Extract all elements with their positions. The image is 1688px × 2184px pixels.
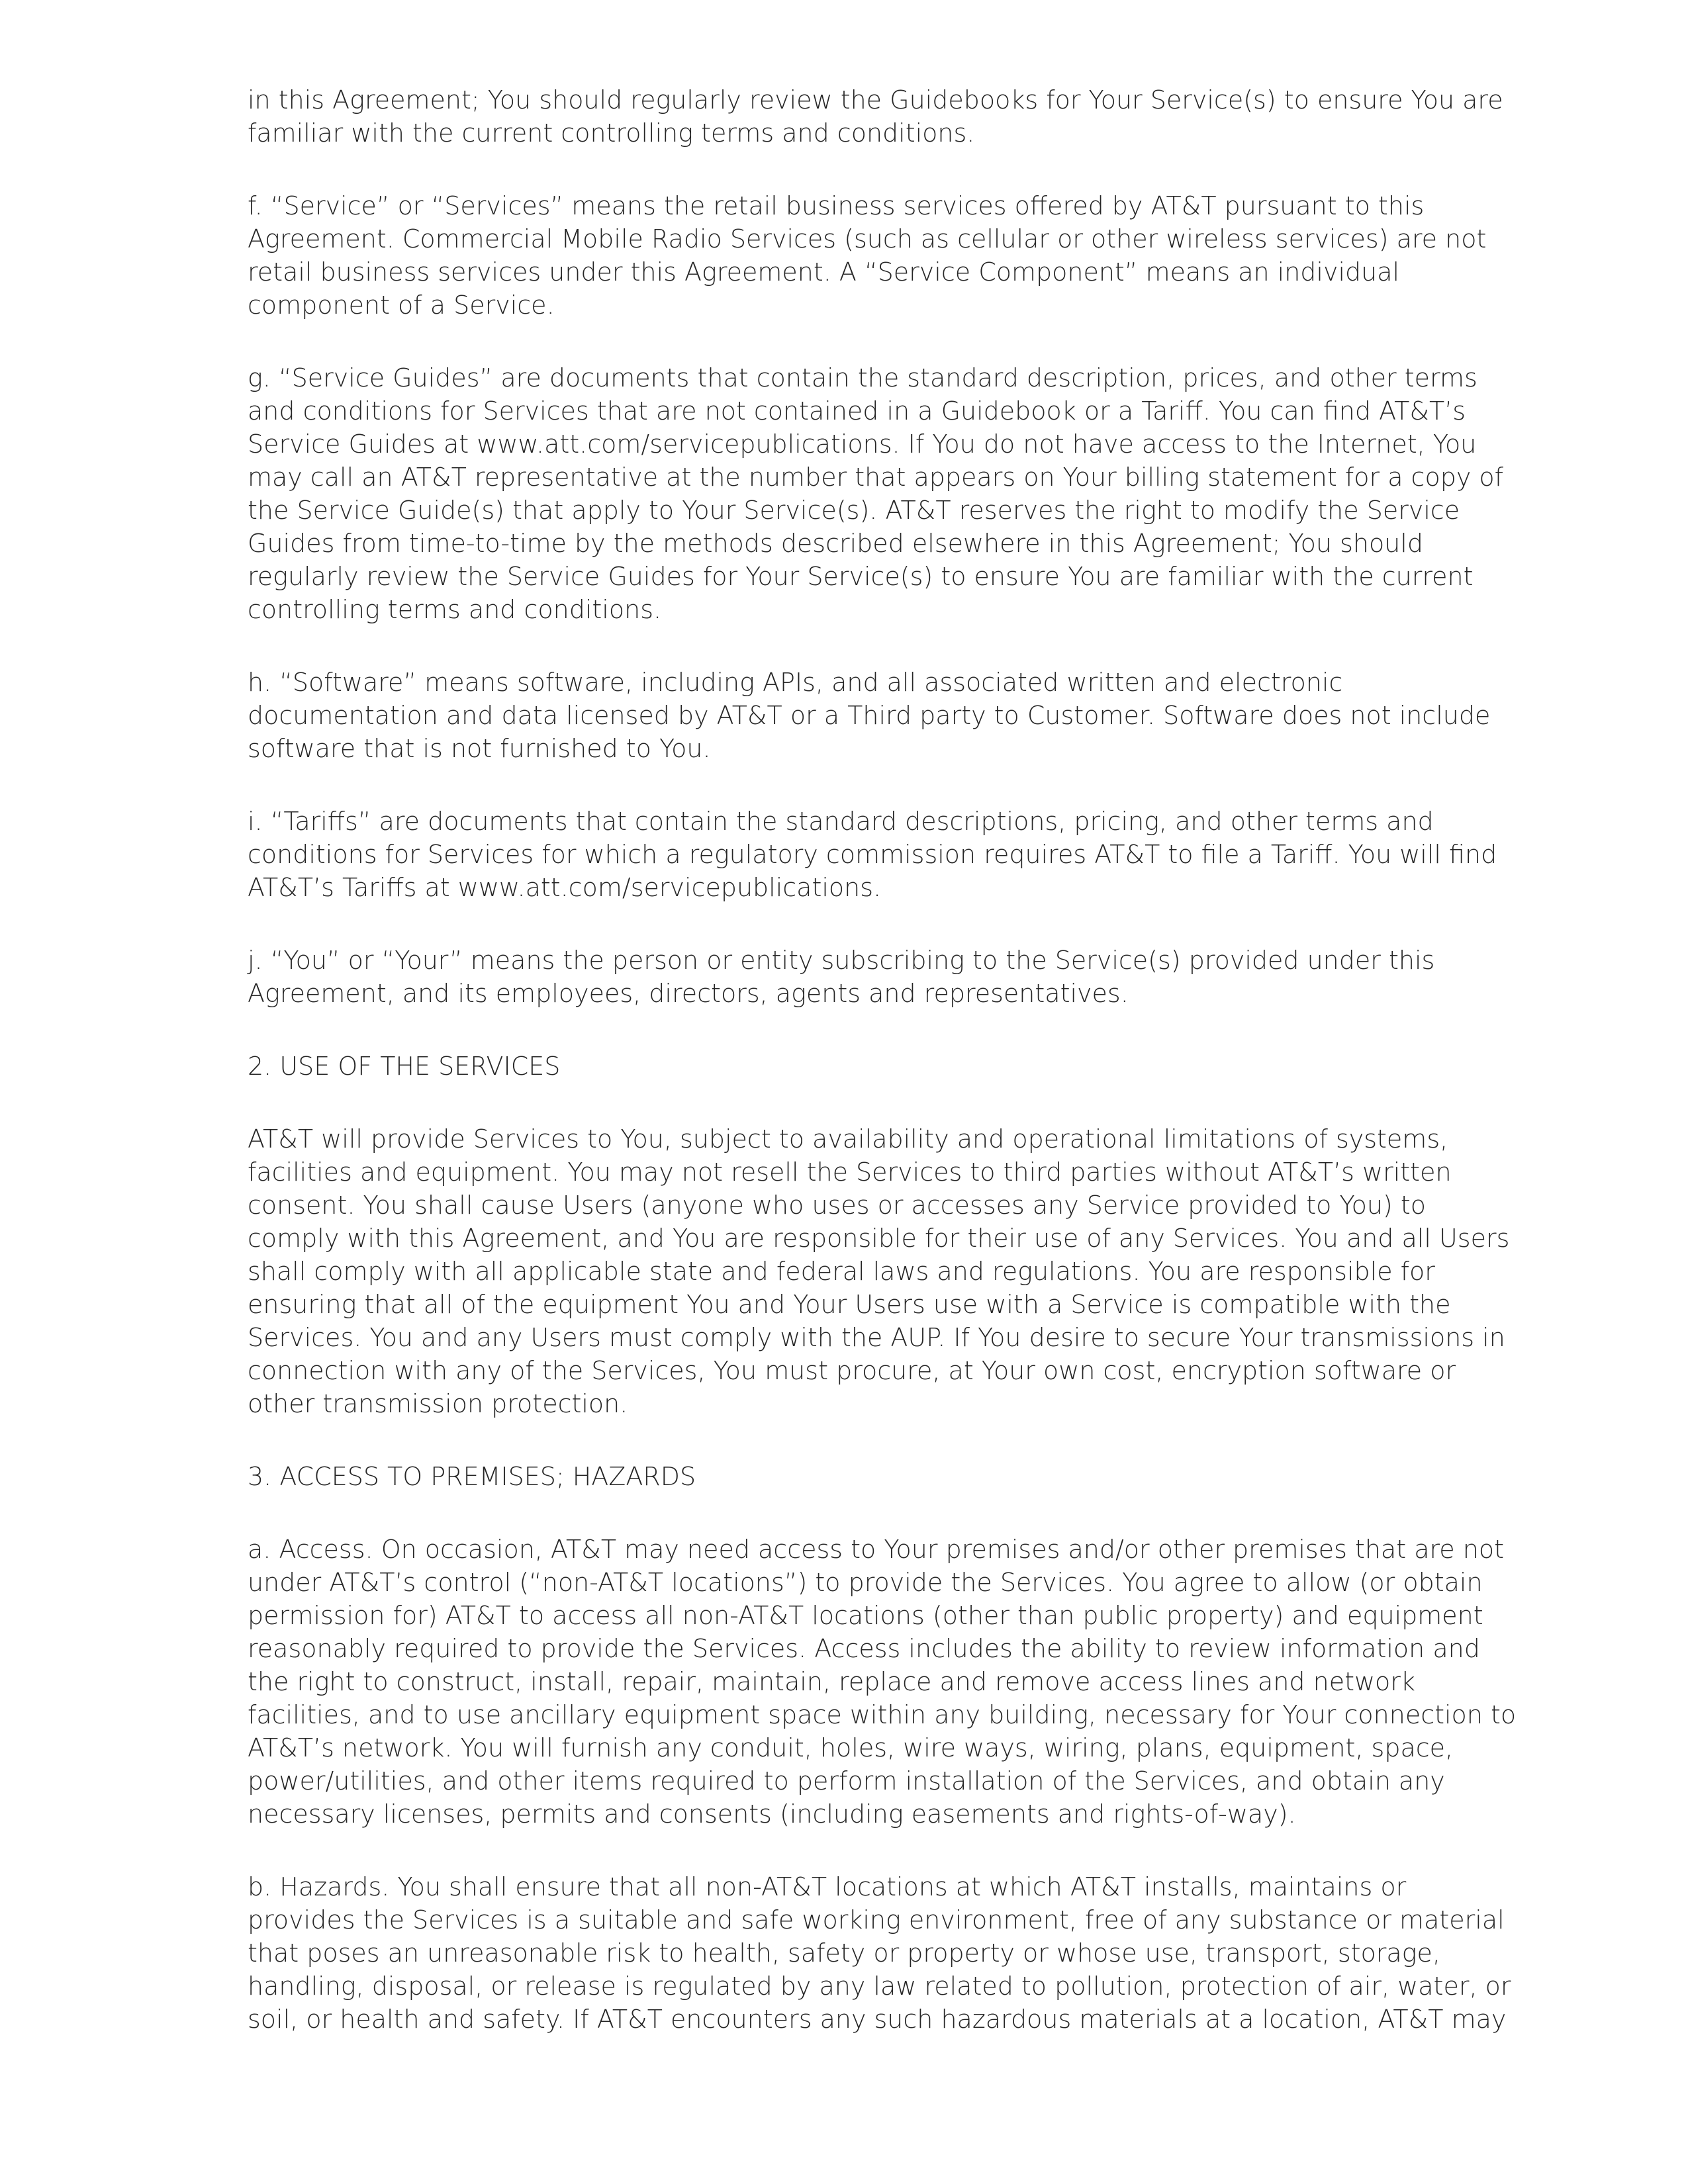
- section-heading-use-of-services: [248, 1050, 1452, 1083]
- text-line: g. “Service Guides” are documents that contain the standard description, prices, and other terms: [248, 363, 1477, 392]
- text-line: component of a Service.: [248, 291, 555, 320]
- text-line: comply with this Agreement, and You are responsible for their use of any Services. You and all Users: [248, 1224, 1510, 1253]
- text-line: b. Hazards. You shall ensure that all non-AT&T locations at which AT&T installs, maintains or: [248, 1872, 1407, 1901]
- text-line: Agreement. Commercial Mobile Radio Services (such as cellular or other wireless services) are not: [248, 224, 1487, 253]
- text-line: AT&T’s Tariffs at www.att.com/servicepublications.: [248, 873, 882, 902]
- text-line: documentation and data licensed by AT&T or a Third party to Customer. Software does not include: [248, 701, 1491, 730]
- text-line: Guides from time-to-time by the methods described elsewhere in this Agreement; You should: [248, 529, 1423, 558]
- text-line: conditions for Services for which a regulatory commission requires AT&T to file a Tariff. You will find: [248, 840, 1497, 869]
- text-line: j. “You” or “Your” means the person or entity subscribing to the Service(s) provided under this: [248, 946, 1435, 975]
- text-line: and conditions for Services that are not contained in a Guidebook or a Tariff. You can find AT&T’s: [248, 396, 1466, 426]
- text-line: reasonably required to provide the Services. Access includes the ability to review information and: [248, 1634, 1480, 1663]
- text-line: that poses an unreasonable risk to health, safety or property or whose use, transport, storage,: [248, 1938, 1440, 1968]
- text-line: Services. You and any Users must comply with the AUP. If You desire to secure Your transmissions in: [248, 1323, 1505, 1352]
- text-line: the right to construct, install, repair, maintain, replace and remove access lines and network: [248, 1667, 1415, 1696]
- text-line: provides the Services is a suitable and safe working environment, free of any substance or material: [248, 1905, 1505, 1934]
- text-line: handling, disposal, or release is regulated by any law related to pollution, protection of air, water, or: [248, 1972, 1511, 2001]
- text-line: necessary licenses, permits and consents (including easements and rights-of-way).: [248, 1799, 1296, 1829]
- text-line: permission for) AT&T to access all non-AT&T locations (other than public property) and equipment: [248, 1601, 1483, 1630]
- text-line: i. “Tariffs” are documents that contain the standard descriptions, pricing, and other terms and: [248, 807, 1434, 836]
- text-line: a. Access. On occasion, AT&T may need access to Your premises and/or other premises that are not: [248, 1535, 1504, 1564]
- text-line: in this Agreement; You should regularly review the Guidebooks for Your Service(s) to ensure You are: [248, 85, 1503, 114]
- paragraph-definition-f: [248, 189, 1487, 322]
- text-line: connection with any of the Services, You must procure, at Your own cost, encryption software or: [248, 1356, 1456, 1385]
- text-line: other transmission protection.: [248, 1389, 628, 1418]
- text-line: consent. You shall cause Users (anyone who uses or accesses any Service provided to You) to: [248, 1191, 1426, 1220]
- text-line: f. “Service” or “Services” means the retail business services offered by AT&T pursuant to this: [248, 191, 1425, 220]
- text-line: AT&T will provide Services to You, subject to availability and operational limitations of systems,: [248, 1124, 1448, 1154]
- heading-text: 2. USE OF THE SERVICES: [248, 1052, 561, 1081]
- paragraph-definition-h: [248, 666, 1491, 765]
- text-line: Service Guides at www.att.com/servicepublications. If You do not have access to the Internet, You: [248, 430, 1477, 459]
- text-line: power/utilities, and other items required to perform installation of the Services, and obtain any: [248, 1766, 1445, 1796]
- text-line: may call an AT&T representative at the number that appears on Your billing statement for a copy of: [248, 463, 1504, 492]
- text-line: shall comply with all applicable state and federal laws and regulations. You are responsible for: [248, 1257, 1435, 1286]
- text-line: Agreement, and its employees, directors, agents and representatives.: [248, 979, 1129, 1008]
- paragraph-section-3a: [248, 1533, 1517, 1831]
- text-line: software that is not furnished to You.: [248, 734, 711, 763]
- text-line: soil, or health and safety. If AT&T encounters any such hazardous materials at a location, AT&T may: [248, 2005, 1507, 2034]
- paragraph-section-2-body: [248, 1122, 1510, 1420]
- text-line: ensuring that all of the equipment You and Your Users use with a Service is compatible with the: [248, 1290, 1451, 1319]
- text-line: the Service Guide(s) that apply to Your Service(s). AT&T reserves the right to modify the Service: [248, 496, 1460, 525]
- section-heading-access-to-premises: [248, 1460, 1452, 1493]
- text-line: facilities, and to use ancillary equipment space within any building, necessary for Your connection to: [248, 1700, 1517, 1729]
- text-line: under AT&T’s control (“non-AT&T locations”) to provide the Services. You agree to allow (or obtain: [248, 1568, 1483, 1597]
- paragraph-intro-continuation: [248, 83, 1503, 150]
- text-line: regularly review the Service Guides for Your Service(s) to ensure You are familiar with the current: [248, 562, 1474, 591]
- text-line: controlling terms and conditions.: [248, 595, 662, 624]
- paragraph-definition-i: [248, 805, 1497, 904]
- text-line: familiar with the current controlling terms and conditions.: [248, 118, 975, 148]
- text-line: h. “Software” means software, including APIs, and all associated written and electronic: [248, 668, 1343, 697]
- text-line: retail business services under this Agreement. A “Service Component” means an individual: [248, 257, 1400, 287]
- document-page: [248, 83, 1517, 2075]
- paragraph-definition-j: [248, 944, 1452, 1010]
- text-line: facilities and equipment. You may not resell the Services to third parties without AT&T’s written: [248, 1158, 1452, 1187]
- text-line: AT&T’s network. You will furnish any conduit, holes, wire ways, wiring, plans, equipment, space,: [248, 1733, 1454, 1762]
- heading-text: 3. ACCESS TO PREMISES; HAZARDS: [248, 1462, 696, 1491]
- paragraph-section-3b: [248, 1870, 1511, 2036]
- paragraph-definition-g: [248, 361, 1504, 626]
